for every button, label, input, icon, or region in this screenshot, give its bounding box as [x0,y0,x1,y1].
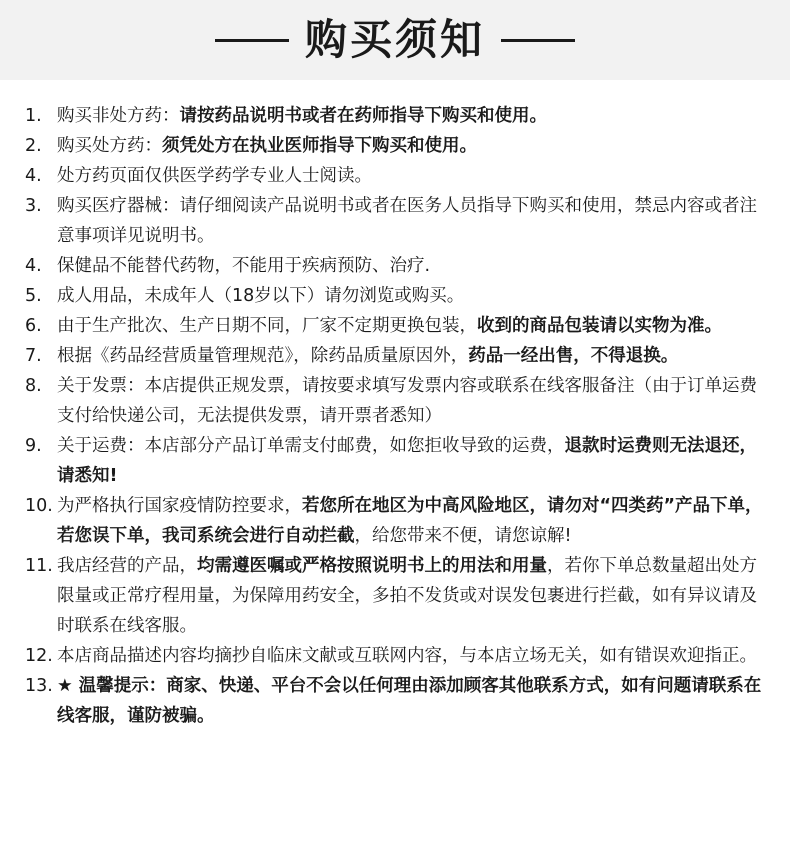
notice-item-number: 3. [25,196,42,216]
notice-plain-text: ，给您带来不便，请您谅解! [354,526,572,546]
notice-item-number: 8. [25,376,42,396]
notice-item-number: 7. [25,346,42,366]
notice-item-text [57,431,768,491]
notice-item-number: 10. [25,496,53,516]
notice-item-text [57,101,768,131]
notice-plain-text: 我店经营的产品， [57,556,197,576]
notice-bold-text: 须凭处方在执业医师指导下购买和使用。 [162,136,477,156]
notice-item [0,551,790,641]
notice-item [0,281,790,311]
notice-plain-text: 关于运费：本店部分产品订单需支付邮费，如您拒收导致的运费， [57,436,565,456]
notice-item-text [57,491,768,551]
header-bar [0,0,790,80]
notice-item [0,491,790,551]
notice-item [0,161,790,191]
notice-plain-text: 根据《药品经营质量管理规范》，除药品质量原因外， [57,346,469,366]
notice-plain-text: 购买非处方药： [57,106,180,126]
notice-plain-text: 由于生产批次、生产日期不同，厂家不定期更换包装， [57,316,477,336]
notice-bold-text: 请按药品说明书或者在药师指导下购买和使用。 [179,106,547,126]
notice-bold-text: 收到的商品包装请以实物为准。 [477,316,722,336]
notice-bold-text: 药品一经出售，不得退换。 [468,346,679,366]
right-dash-divider [501,39,575,42]
notice-item-number: 4. [25,166,42,186]
notice-item [0,641,790,671]
notice-item-text [57,551,768,641]
notice-bold-text: 若您所在地区为中高风险地区，请勿对“四类药”产品下单，若您误下单，我司系统会进行自动拦截 [57,496,763,546]
notice-item-text [57,671,768,731]
notice-item [0,251,790,281]
notice-item-number: 13. [25,676,53,696]
notice-plain-text: ，若你下单总数量超出处方限量或正常疗程用量，为保障用药安全，多拍不发货或对误发包裹进行拦截，如有异议请及时联系在线客服。 [57,556,757,636]
notice-item-text [57,131,768,161]
notice-item-text [57,281,768,311]
notice-item-number: 2. [25,136,42,156]
notice-plain-text: 关于发票：本店提供正规发票，请按要求填写发票内容或联系在线客服备注（由于订单运费支付给快递公司，无法提供发票，请开票者悉知） [57,376,757,426]
header-title-group [215,15,575,64]
left-dash-divider [215,39,289,42]
notice-item [0,671,790,731]
notice-plain-text: 购买处方药： [57,136,162,156]
notice-item-number: 11. [25,556,53,576]
notice-item [0,341,790,371]
notice-item [0,311,790,341]
notice-item-text [57,371,768,431]
notice-plain-text: 为严格执行国家疫情防控要求， [57,496,302,516]
notice-bold-text: 均需遵医嘱或严格按照说明书上的用法和用量 [197,556,547,576]
notice-item [0,191,790,251]
notice-item-text [57,251,768,281]
notice-item-text [57,311,768,341]
notice-item-number: 12. [25,646,53,666]
notice-plain-text: 保健品不能替代药物，不能用于疾病预防、治疗. [57,256,431,276]
notice-item [0,131,790,161]
notice-item [0,101,790,131]
notice-item-text [57,341,768,371]
notice-item-number: 9. [25,436,42,456]
notice-item [0,371,790,431]
notice-item-text [57,191,768,251]
notice-item-number: 4. [25,256,42,276]
notice-list [0,101,790,731]
notice-bold-text: ★ 温馨提示：商家、快递、平台不会以任何理由添加顾客其他联系方式，如有问题请联系在线客服，谨防被骗。 [57,676,762,726]
notice-item-text [57,161,768,191]
notice-item-number: 1. [25,106,42,126]
notice-bold-text: 退款时运费则无法退还，请悉知! [57,436,757,486]
notice-item [0,431,790,491]
notice-plain-text: 购买医疗器械：请仔细阅读产品说明书或者在医务人员指导下购买和使用，禁忌内容或者注意事项详见说明书。 [57,196,757,246]
notice-plain-text: 成人用品，未成年人（18岁以下）请勿浏览或购买。 [57,286,465,306]
notice-item-text [57,641,768,671]
page-title: 购买须知 [304,15,485,64]
notice-plain-text: 处方药页面仅供医学药学专业人士阅读。 [57,166,372,186]
notice-item-number: 6. [25,316,42,336]
notice-item-number: 5. [25,286,42,306]
notice-plain-text: 本店商品描述内容均摘抄自临床文献或互联网内容，与本店立场无关，如有错误欢迎指正。 [57,646,757,666]
